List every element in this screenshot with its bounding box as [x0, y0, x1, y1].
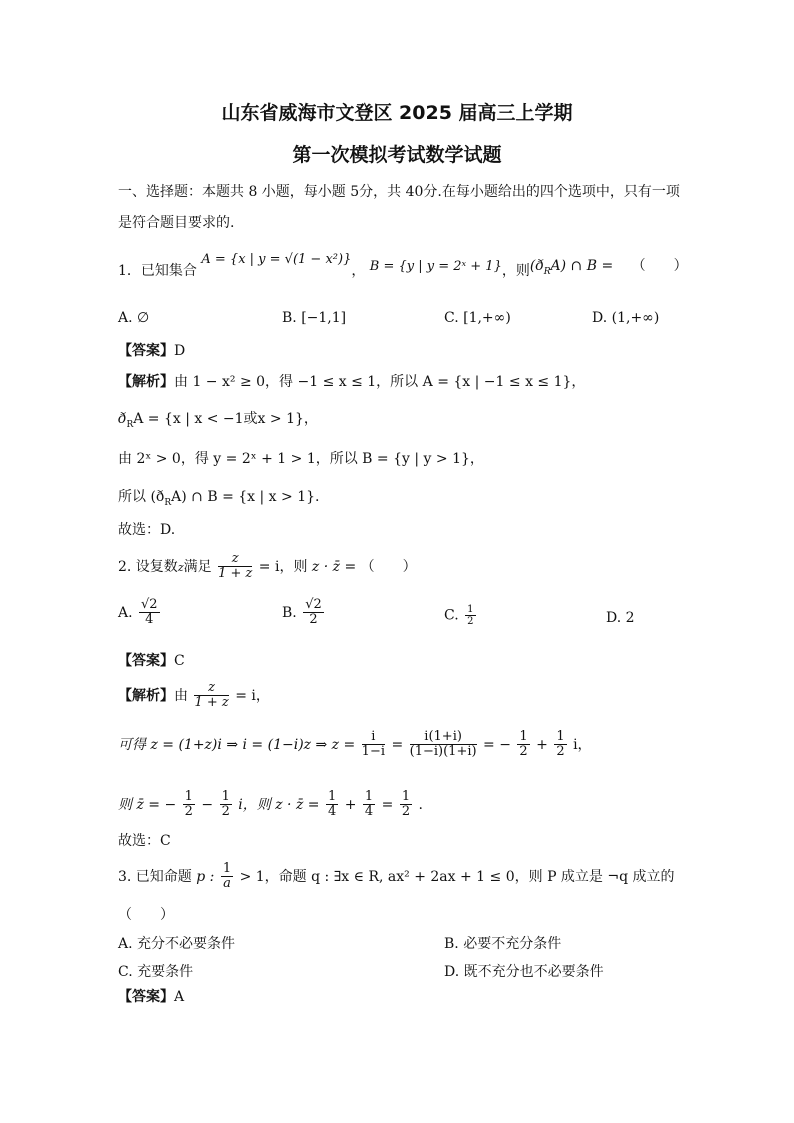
q3-fraction — [221, 862, 233, 892]
q1-expr-sub: R — [543, 266, 551, 277]
q1-analysis-label: 【解析】 — [118, 374, 174, 390]
q1-option-a: A. ∅ — [118, 310, 150, 326]
q2-eq: = i，则 — [258, 558, 308, 575]
q2-line3-frac4-num: 1 — [364, 789, 374, 804]
q2-var: z — [177, 560, 184, 574]
q2-line3-mid: i，则 z · z̄ = — [238, 796, 320, 813]
q2-line3-frac2-den: 2 — [221, 804, 230, 820]
q2-analysis-frac-den: 1 + z — [194, 695, 229, 711]
q1-conclusion: 故选：D. — [118, 522, 176, 538]
q2-option-c-frac — [465, 604, 475, 627]
q1-analysis-text2: ð — [118, 411, 127, 427]
q1-paren: （ ） — [631, 258, 688, 274]
q2-line3-frac3 — [326, 790, 338, 820]
q2-answer — [118, 652, 185, 670]
q2-mid: 满足 — [183, 558, 212, 575]
q1-analysis-line4 — [118, 488, 319, 509]
q2-option-a-label: A. — [118, 604, 133, 621]
q1-expr — [529, 258, 614, 277]
q2-analysis-label: 【解析】 — [118, 687, 174, 704]
q2-option-c-num: 1 — [467, 604, 474, 615]
q3-rest: > 1，命题 q : ∃x ∈ R, ax² + 2ax + 1 ≤ 0，则 P 成立是 ¬q 成立的 — [239, 868, 675, 885]
question-3 — [118, 862, 675, 892]
q2-frac-num: z — [218, 552, 252, 567]
q2-option-b — [282, 598, 326, 628]
q2-line3-frac5 — [400, 790, 412, 820]
section-heading-line1: 一、选择题：本题共 8 小题，每小题 5分，共 40分.在每小题给出的四个选项中，只有一项 — [118, 184, 680, 200]
q1-answer — [118, 342, 185, 360]
q2-answer-value: C — [174, 653, 185, 669]
q2-line3-frac5-num: 1 — [401, 789, 411, 804]
q2-option-c-label: C. — [444, 607, 459, 624]
q2-line3-end: . — [418, 796, 423, 813]
page-title: 山东省威海市文登区 2025 届高三上学期 — [221, 102, 573, 124]
q2-option-a — [118, 598, 162, 628]
q1-answer-label: 【答案】 — [118, 343, 174, 359]
q3-answer — [118, 988, 184, 1006]
q1-analysis-text4: 所以 (ð — [118, 489, 165, 505]
q2-line3-frac2 — [220, 790, 232, 820]
q2-line2-frac4-den: 2 — [556, 744, 565, 760]
q2-option-b-frac — [303, 598, 324, 628]
q2-line2-pre: 可得 z = (1+z)i ⇒ i = (1−i)z ⇒ z = — [118, 736, 356, 753]
q2-option-b-num: √2 — [305, 597, 322, 612]
q2-analysis-frac-num: z — [194, 681, 228, 696]
q2-line2-frac2 — [410, 730, 477, 760]
q2-line3-frac1-den: 2 — [184, 804, 193, 820]
q1-option-d: D. (1,+∞) — [592, 310, 660, 326]
q2-line2-eq: = — [391, 736, 404, 753]
q1-expr-tail: A) ∩ B = — [550, 258, 614, 274]
q2-analysis-line1 — [118, 681, 270, 711]
q2-line2-frac1 — [362, 730, 385, 760]
q2-line3-minus: − — [201, 796, 214, 813]
q1-expr-head: (ð — [529, 258, 544, 274]
q1-analysis-line3: 由 2ˣ > 0，得 y = 2ˣ + 1 > 1，所以 B = {y | y > 1}， — [118, 451, 484, 467]
q2-analysis-line2 — [118, 730, 592, 760]
q2-analysis-frac — [194, 681, 228, 711]
q2-line3-frac4-den: 4 — [364, 804, 374, 820]
q2-option-a-frac — [139, 598, 160, 628]
q2-line3-frac4 — [363, 790, 375, 820]
q2-line3-plus: + — [344, 796, 357, 813]
q2-line3-frac1 — [183, 790, 195, 820]
q1-analysis-text2-tail: A = {x | x < −1或x > 1}， — [133, 411, 318, 427]
q2-line3-frac3-num: 1 — [327, 789, 337, 804]
q2-line2-frac1-num: i — [362, 730, 385, 745]
q1-set-a: A = {x | y = √(1 − x²)} — [201, 252, 352, 267]
q2-fraction — [218, 552, 252, 582]
section-heading-line2: 是符合题目要求的. — [118, 215, 235, 231]
question-1 — [118, 252, 688, 283]
q2-line3-eq: = — [381, 796, 394, 813]
q2-prefix: 2. 设复数 — [118, 558, 178, 575]
q3-answer-value: A — [174, 989, 185, 1005]
q1-analysis-text4-sub: R — [164, 497, 172, 508]
q2-option-b-label: B. — [282, 604, 297, 621]
q2-option-d: D. 2 — [606, 610, 635, 626]
q3-answer-label: 【答案】 — [118, 989, 174, 1005]
q2-answer-label: 【答案】 — [118, 653, 174, 669]
q2-line2-plus: + — [536, 736, 548, 753]
q2-option-a-den: 4 — [145, 612, 154, 628]
q2-line2-frac3-den: 2 — [519, 744, 528, 760]
q2-line3-frac1-num: 1 — [184, 789, 193, 804]
q2-line2-eq2: = − — [483, 736, 511, 753]
q2-line3-pre: 则 z̄ = − — [118, 796, 177, 813]
q2-conclusion: 故选：C — [118, 833, 171, 849]
q2-option-c-den: 2 — [467, 616, 474, 627]
q2-option-a-num: √2 — [141, 597, 158, 612]
q2-line2-frac2-den: (1−i)(1+i) — [409, 744, 477, 760]
q3-frac-den: a — [223, 876, 231, 892]
q2-line3-frac5-den: 2 — [401, 804, 411, 820]
q2-line2-frac3 — [517, 730, 529, 760]
q1-analysis-line2 — [118, 410, 318, 431]
page-subtitle: 第一次模拟考试数学试题 — [292, 144, 502, 166]
q1-option-c: C. [1,+∞) — [444, 310, 511, 326]
q2-line2-tail: i， — [573, 736, 592, 753]
q3-option-b: B. 必要不充分条件 — [444, 936, 562, 952]
q2-line2-frac1-den: 1−i — [361, 744, 385, 760]
q1-answer-value: D — [174, 343, 186, 359]
q2-paren: （ ） — [360, 558, 417, 575]
q1-prefix: 1．已知集合 — [118, 263, 197, 279]
q1-analysis-text4-tail: A) ∩ B = {x | x > 1}. — [171, 489, 320, 505]
q3-option-c: C. 充要条件 — [118, 964, 194, 980]
q3-option-a: A. 充分不必要条件 — [118, 936, 236, 952]
q2-line3-frac2-num: 1 — [221, 789, 230, 804]
q1-analysis-text2-sub: R — [126, 419, 134, 430]
question-2 — [118, 552, 417, 582]
q3-prefix: 3. 已知命题 — [118, 868, 192, 885]
q2-analysis-eq: = i， — [235, 687, 270, 704]
q2-line2-frac3-num: 1 — [519, 729, 528, 744]
q2-line2-frac2-num: i(1+i) — [410, 730, 477, 745]
q3-frac-num: 1 — [222, 861, 232, 876]
q3-option-d: D. 既不充分也不必要条件 — [444, 964, 604, 980]
q1-then: ，则 — [501, 263, 530, 279]
q2-analysis-line3 — [118, 790, 423, 820]
q2-line3-frac3-den: 4 — [327, 804, 337, 820]
q2-analysis-pre: 由 — [174, 687, 188, 704]
q3-paren: （ ） — [118, 907, 174, 923]
q1-sep: ， — [351, 263, 366, 279]
q2-option-c — [444, 604, 478, 627]
q2-line2-frac4 — [554, 730, 566, 760]
q2-line2-frac4-num: 1 — [556, 729, 565, 744]
q1-analysis-line1 — [118, 373, 585, 391]
q1-analysis-text1: 由 1 − x² ≥ 0，得 −1 ≤ x ≤ 1，所以 A = {x | −1 ≤ x ≤ 1}， — [174, 374, 586, 390]
q2-product: z · z̄ = — [311, 558, 357, 575]
q3-p: p : — [196, 868, 215, 885]
q1-set-b: B = {y | y = 2ˣ + 1} — [369, 259, 502, 274]
q2-option-b-den: 2 — [309, 612, 318, 628]
q1-option-b: B. [−1,1] — [282, 310, 347, 326]
q2-frac-den: 1 + z — [218, 566, 253, 582]
